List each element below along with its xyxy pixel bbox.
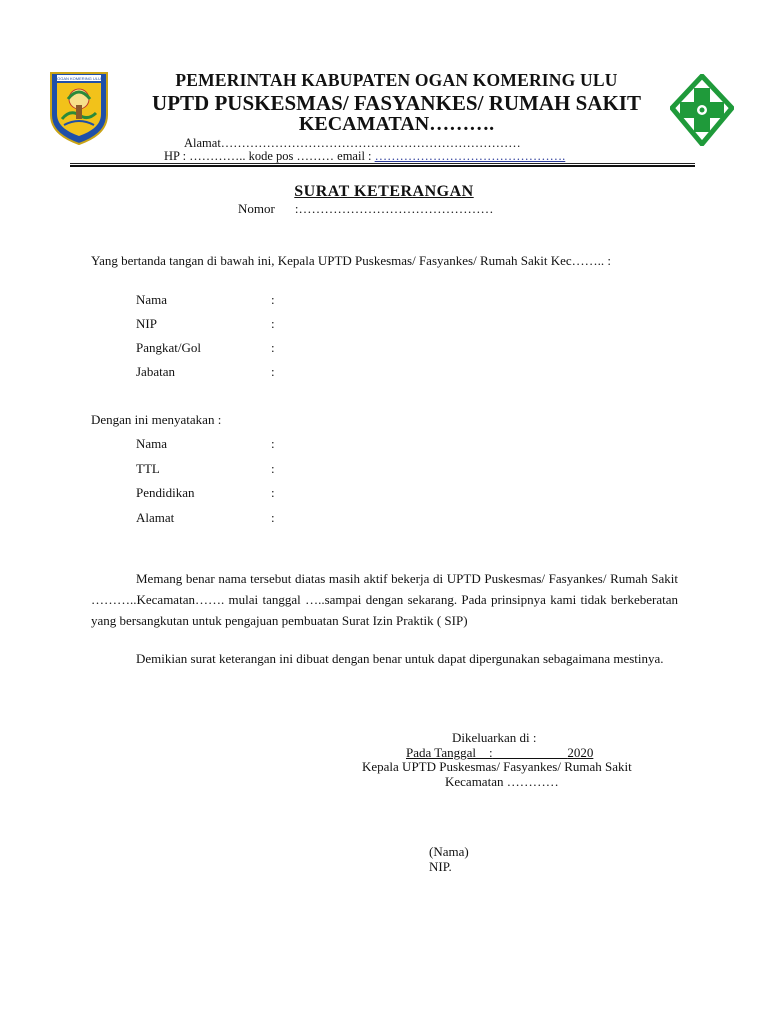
letterhead-district: KECAMATAN………. [298, 113, 495, 135]
letter-title-text: SURAT KETERANGAN [294, 183, 474, 200]
nomor-value: :……………………………………… [294, 201, 494, 216]
subject-education-colon: : [271, 485, 275, 500]
subject-address-colon: : [271, 510, 275, 525]
signer-name-label: Nama [136, 292, 168, 307]
letterhead-institution: UPTD PUSKESMAS/ FASYANKES/ RUMAH SAKIT [152, 91, 641, 115]
signer-position-label: Jabatan [136, 364, 175, 379]
issued-at: Dikeluarkan di : [452, 730, 537, 745]
signer-position-line1: Kepala UPTD Puskesmas/ Fasyankes/ Rumah Sakit [362, 759, 632, 774]
subject-name-label: Nama [136, 436, 168, 451]
header-rule-thick [70, 165, 695, 167]
header-rule-thin [70, 163, 695, 164]
contact-details: HP : ………….. kode pos ……… email : [164, 149, 375, 163]
email-placeholder: ………………………………………. [374, 149, 566, 163]
letterhead-contact [164, 149, 565, 164]
closing-paragraph: Demikian surat keterangan ini dibuat dengan benar untuk dapat dipergunakan sebagaimana mestinya. [136, 651, 664, 666]
emblem-text: OGAN KOMERING ULU [57, 76, 101, 81]
subject-name-colon: : [271, 436, 275, 451]
date-blank [493, 745, 568, 760]
letter-number [238, 201, 493, 217]
date-year: 2020 [567, 745, 594, 760]
intro-paragraph: Yang bertanda tangan di bawah ini, Kepala UPTD Puskesmas/ Fasyankes/ Rumah Sakit Kec…….. : [91, 253, 612, 268]
signer-nip: NIP. [429, 859, 452, 874]
signer-position-line2: Kecamatan ………… [445, 774, 559, 789]
ogan-komering-ulu-emblem [48, 69, 110, 145]
subject-birth-colon: : [271, 461, 275, 476]
signer-name-colon: : [271, 292, 275, 307]
signer-nip-colon: : [271, 316, 275, 331]
subject-birth-label: TTL [136, 461, 160, 476]
statement-intro: Dengan ini menyatakan : [91, 412, 222, 427]
letterhead-address: Alamat……………………………………………………………… [184, 136, 521, 150]
body-paragraph: Memang benar nama tersebut diatas masih aktif bekerja di UPTD Puskesmas/ Fasyankes/ Rumah Sakit ………..Kecamatan……. mulai tanggal …..sampai dengan sekarang. Pada prinsipnya kami tidak berkeberatan yang bersangkutan untuk pengajuan pembuatan Surat Izin Praktik ( SIP) [91, 571, 678, 628]
signer-rank-label: Pangkat/Gol [136, 340, 201, 355]
signer-rank-colon: : [271, 340, 275, 355]
signer-nip-label: NIP [136, 316, 157, 331]
letterhead-government: PEMERINTAH KABUPATEN OGAN KOMERING ULU [175, 70, 618, 90]
signer-position-colon: : [271, 364, 275, 379]
subject-education-label: Pendidikan [136, 485, 195, 500]
nomor-label: Nomor [238, 201, 275, 216]
signer-name: (Nama) [429, 844, 469, 859]
date-label: Pada Tanggal : [406, 745, 493, 760]
subject-address-label: Alamat [136, 510, 175, 525]
letter-title [0, 183, 768, 201]
